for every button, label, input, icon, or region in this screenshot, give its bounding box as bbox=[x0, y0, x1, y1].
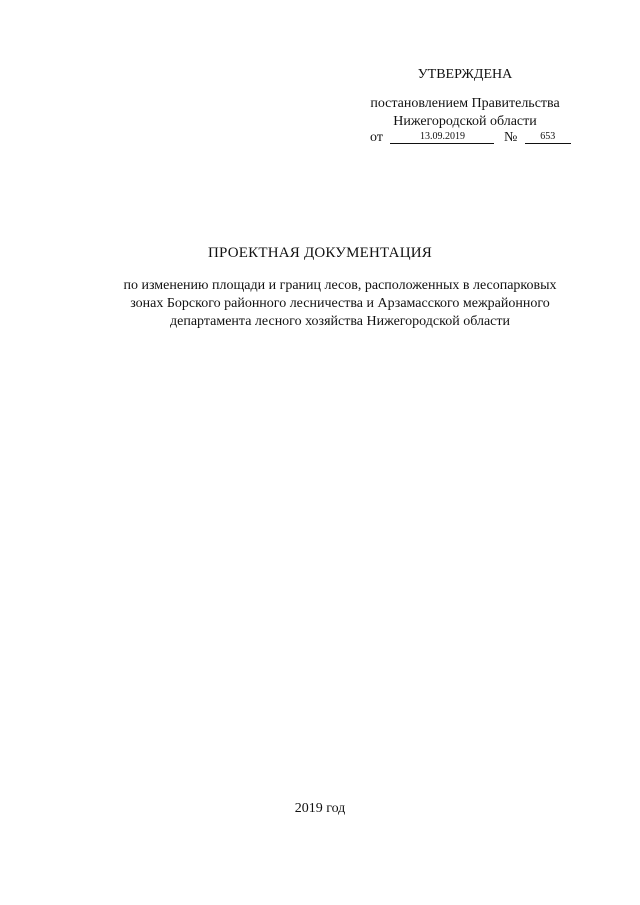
description-line-2: зонах Борского районного лесничества и Арзамасского межрайонного bbox=[130, 296, 550, 311]
approval-line-2: Нижегородской области bbox=[393, 114, 537, 129]
description-line-1: по изменению площади и границ лесов, расположенных в лесопарковых bbox=[123, 278, 557, 293]
approval-block bbox=[360, 66, 570, 131]
from-label: от bbox=[370, 130, 383, 145]
approval-number-field: 653 bbox=[525, 131, 571, 144]
approval-date-number-row bbox=[370, 129, 571, 147]
document-description bbox=[90, 277, 590, 331]
description-line-3: департамента лесного хозяйства Нижегородской области bbox=[170, 314, 510, 329]
document-year: 2019 год bbox=[294, 801, 346, 816]
document-title: ПРОЕКТНАЯ ДОКУМЕНТАЦИЯ bbox=[208, 245, 432, 261]
number-sign: № bbox=[503, 130, 518, 145]
approval-line-1: постановлением Правительства bbox=[370, 96, 560, 111]
approval-heading: УТВЕРЖДЕНА bbox=[417, 67, 513, 82]
approval-date-field: 13.09.2019 bbox=[390, 131, 494, 144]
